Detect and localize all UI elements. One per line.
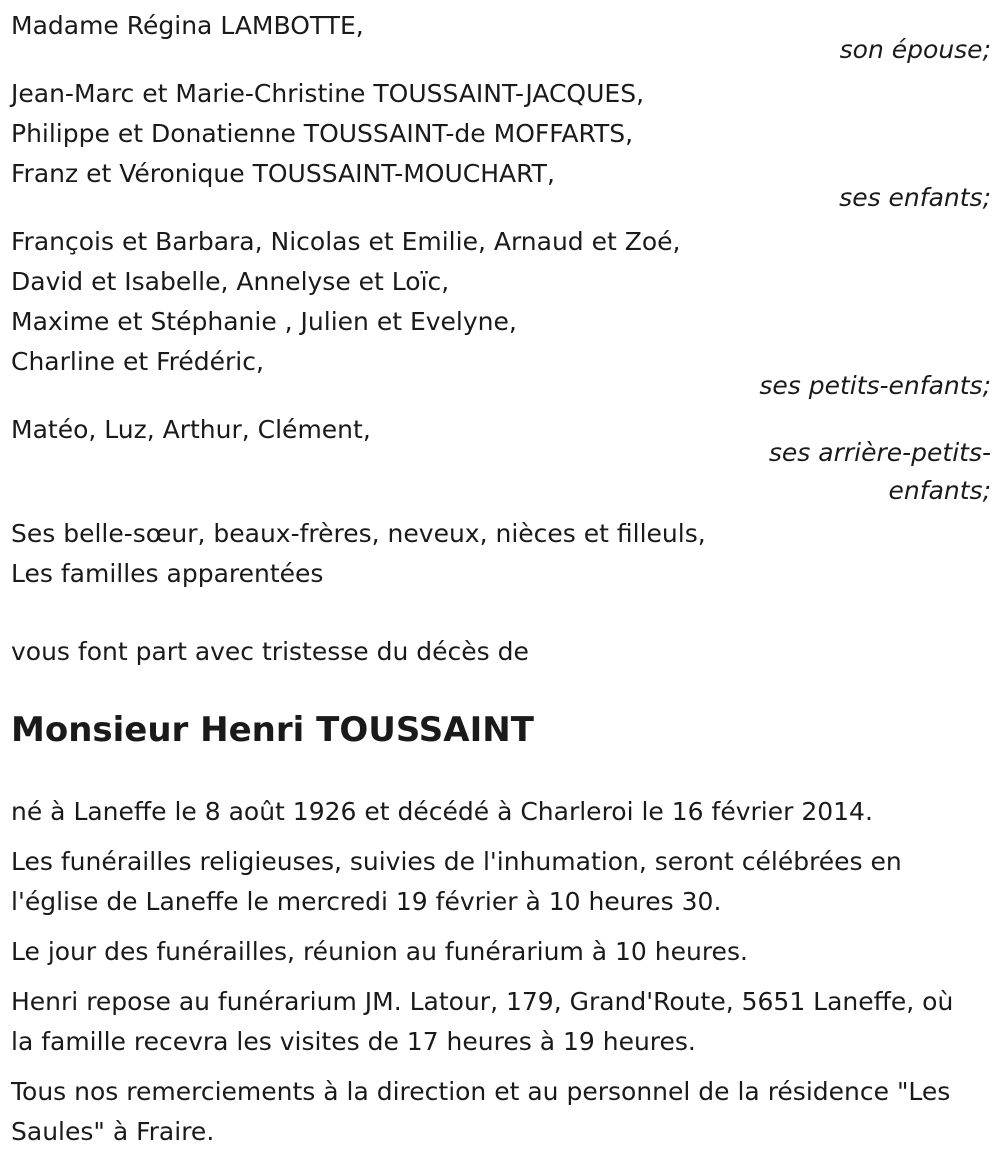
relationship-label-line: enfants; [888, 476, 991, 505]
announcement-intro: vous font part avec tristesse du décès de [11, 637, 529, 666]
detail-paragraph: né à Laneffe le 8 août 1926 et décédé à Charleroi le 16 février 2014. [11, 797, 873, 826]
relationship-label: ses petits-enfants; [759, 371, 991, 400]
family-line: Les familles apparentées [11, 559, 324, 588]
relationship-label: son épouse; [839, 35, 991, 64]
relationship-label-line: ses arrière-petits- [768, 438, 991, 467]
family-line: Matéo, Luz, Arthur, Clément, [11, 415, 371, 444]
family-line: Franz et Véronique TOUSSAINT-MOUCHART, [11, 159, 555, 188]
family-line: François et Barbara, Nicolas et Emilie, Arnaud et Zoé, [11, 227, 681, 256]
family-group-children [11, 74, 991, 218]
deceased-name: Monsieur Henri TOUSSAINT [11, 710, 534, 750]
family-group-grandchildren [11, 222, 991, 406]
detail-paragraph: Les funérailles religieuses, suivies de l'inhumation, seront célébrées en l'église de Laneffe le mercredi 19 février à 10 heures 30. [11, 847, 902, 916]
detail-paragraph: Henri repose au funérarium JM. Latour, 179, Grand'Route, 5651 Laneffe, où la famille recevra les visites de 17 heures à 19 heures. [11, 987, 954, 1056]
relationship-label: ses enfants; [839, 183, 991, 212]
family-group-spouse [11, 6, 991, 70]
family-line: Maxime et Stéphanie , Julien et Evelyne, [11, 307, 517, 336]
details [11, 792, 991, 1152]
family-line: Charline et Frédéric, [11, 347, 264, 376]
extended-family [11, 514, 991, 594]
family-line: Philippe et Donatienne TOUSSAINT-de MOFFARTS, [11, 119, 634, 148]
obituary-notice [11, 6, 991, 1162]
family-line: David et Isabelle, Annelyse et Loïc, [11, 267, 450, 296]
family-line: Jean-Marc et Marie-Christine TOUSSAINT-JACQUES, [11, 79, 645, 108]
detail-paragraph: Tous nos remerciements à la direction et au personnel de la résidence "Les Saules" à Fraire. [11, 1077, 951, 1146]
family-line: Madame Régina LAMBOTTE, [11, 11, 364, 40]
family-group-great-grandchildren [11, 410, 991, 510]
family-line: Ses belle-sœur, beaux-frères, neveux, nièces et filleuls, [11, 519, 706, 548]
detail-paragraph: Le jour des funérailles, réunion au funérarium à 10 heures. [11, 937, 748, 966]
